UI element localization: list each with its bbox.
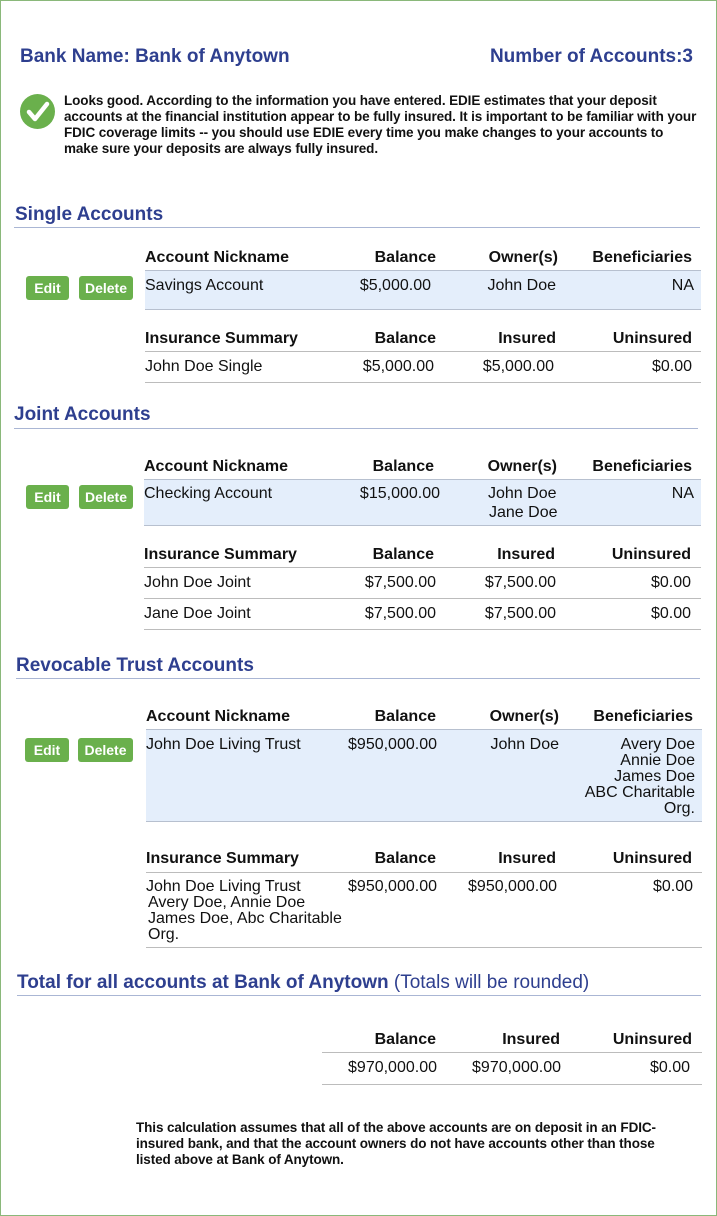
- col-header-beneficiaries: Beneficiaries: [592, 249, 692, 266]
- delete-button[interactable]: Delete: [78, 738, 133, 762]
- total-insured: $970,000.00: [472, 1059, 561, 1076]
- summary-name: John Doe Living Trust: [146, 878, 301, 895]
- account-owners: John Doe: [490, 736, 559, 753]
- col-header-nickname: Account Nickname: [144, 458, 289, 475]
- bank-name: Bank Name: Bank of Anytown: [20, 46, 290, 67]
- table-divider: [146, 947, 702, 948]
- summary-name: John Doe Single: [145, 358, 263, 375]
- col-header-uninsured: Uninsured: [612, 850, 692, 867]
- beneficiary: James Doe: [614, 768, 695, 785]
- account-beneficiaries: NA: [671, 485, 694, 502]
- col-header-owners: Owner(s): [488, 249, 558, 266]
- check-icon: [20, 94, 55, 129]
- summary-name: Avery Doe, Annie Doe: [148, 894, 306, 911]
- account-nickname: John Doe Living Trust: [146, 736, 301, 753]
- edit-button[interactable]: Edit: [26, 276, 69, 300]
- summary-balance: $7,500.00: [364, 605, 436, 622]
- account-balance: $5,000.00: [359, 277, 431, 294]
- col-header-balance: Balance: [374, 249, 436, 266]
- col-header-beneficiaries: Beneficiaries: [593, 708, 693, 725]
- summary-insured: $7,500.00: [484, 605, 556, 622]
- summary-uninsured: $0.00: [650, 605, 691, 622]
- summary-insured: $7,500.00: [484, 574, 556, 591]
- col-header-nickname: Account Nickname: [145, 249, 290, 266]
- summary-uninsured: $0.00: [652, 878, 693, 895]
- col-header-beneficiaries: Beneficiaries: [592, 458, 692, 475]
- section-divider: [14, 227, 700, 228]
- section-title-joint: Joint Accounts: [14, 404, 151, 425]
- account-balance: $15,000.00: [359, 485, 440, 502]
- account-owner: Jane Doe: [489, 504, 558, 521]
- beneficiary: ABC Charitable: [584, 784, 695, 801]
- col-header-insured: Insured: [502, 1031, 560, 1048]
- account-owner: John Doe: [488, 485, 557, 502]
- edit-button[interactable]: Edit: [25, 738, 69, 762]
- col-header-balance: Balance: [372, 546, 434, 563]
- delete-button[interactable]: Delete: [79, 485, 133, 509]
- account-beneficiaries: NA: [671, 277, 694, 294]
- table-divider: [144, 629, 701, 630]
- col-header-insured: Insured: [498, 850, 556, 867]
- col-header-balance: Balance: [374, 850, 436, 867]
- total-uninsured: $0.00: [649, 1059, 690, 1076]
- table-divider: [144, 598, 701, 599]
- edit-button[interactable]: Edit: [26, 485, 69, 509]
- table-divider: [322, 1084, 702, 1085]
- total-balance: $970,000.00: [348, 1059, 437, 1076]
- col-header-uninsured: Uninsured: [611, 546, 691, 563]
- account-owners: John Doe: [487, 277, 556, 294]
- account-nickname: Savings Account: [145, 277, 264, 294]
- summary-balance: $950,000.00: [348, 878, 437, 895]
- col-header-balance: Balance: [374, 1031, 436, 1048]
- table-divider: [145, 382, 701, 383]
- table-divider: [145, 351, 701, 352]
- summary-insured: $950,000.00: [468, 878, 557, 895]
- summary-name: Jane Doe Joint: [144, 605, 251, 622]
- section-divider: [16, 678, 700, 679]
- col-header-uninsured: Uninsured: [612, 330, 692, 347]
- section-divider: [14, 428, 698, 429]
- summary-name: John Doe Joint: [144, 574, 251, 591]
- beneficiary: Annie Doe: [620, 752, 695, 769]
- number-of-accounts: Number of Accounts:3: [489, 46, 693, 67]
- summary-uninsured: $0.00: [651, 358, 692, 375]
- col-header-insurance-summary: Insurance Summary: [145, 330, 298, 347]
- summary-balance: $5,000.00: [362, 358, 434, 375]
- status-message: Looks good. According to the information you have entered. EDIE estimates that your deposit accounts at the financial institution appear to be fully insured. It is important to be familiar with your FDIC coverage limits -- you should use EDIE every time you make changes to your accounts to make sure your deposits are always fully insured.: [64, 93, 697, 156]
- col-header-insurance-summary: Insurance Summary: [146, 850, 299, 867]
- footer-disclaimer: This calculation assumes that all of the above accounts are on deposit in an FDIC-insured bank, and that the account owners do not have accounts other than those listed above at Bank of Anytown.: [136, 1120, 656, 1167]
- total-title: [17, 972, 589, 994]
- summary-balance: $7,500.00: [364, 574, 436, 591]
- table-divider: [322, 1052, 702, 1053]
- col-header-balance: Balance: [374, 330, 436, 347]
- col-header-uninsured: Uninsured: [612, 1031, 692, 1048]
- col-header-nickname: Account Nickname: [146, 708, 291, 725]
- summary-name: Org.: [148, 926, 180, 943]
- total-title-text: Total for all accounts at Bank of Anytown: [17, 972, 389, 993]
- section-title-single: Single Accounts: [15, 204, 164, 225]
- col-header-owners: Owner(s): [489, 708, 559, 725]
- beneficiary: Org.: [663, 800, 695, 817]
- account-nickname: Checking Account: [144, 485, 273, 502]
- account-balance: $950,000.00: [348, 736, 437, 753]
- col-header-balance: Balance: [372, 458, 434, 475]
- total-note: (Totals will be rounded): [393, 972, 590, 993]
- col-header-balance: Balance: [374, 708, 436, 725]
- section-title-trust: Revocable Trust Accounts: [16, 655, 254, 676]
- col-header-insurance-summary: Insurance Summary: [144, 546, 297, 563]
- col-header-owners: Owner(s): [487, 458, 557, 475]
- table-divider: [146, 872, 702, 873]
- summary-insured: $5,000.00: [482, 358, 554, 375]
- delete-button[interactable]: Delete: [79, 276, 133, 300]
- summary-name: James Doe, Abc Charitable: [148, 910, 342, 927]
- col-header-insured: Insured: [498, 330, 556, 347]
- table-divider: [144, 567, 701, 568]
- col-header-insured: Insured: [497, 546, 555, 563]
- beneficiary: Avery Doe: [620, 736, 695, 753]
- section-divider: [17, 995, 701, 996]
- summary-uninsured: $0.00: [650, 574, 691, 591]
